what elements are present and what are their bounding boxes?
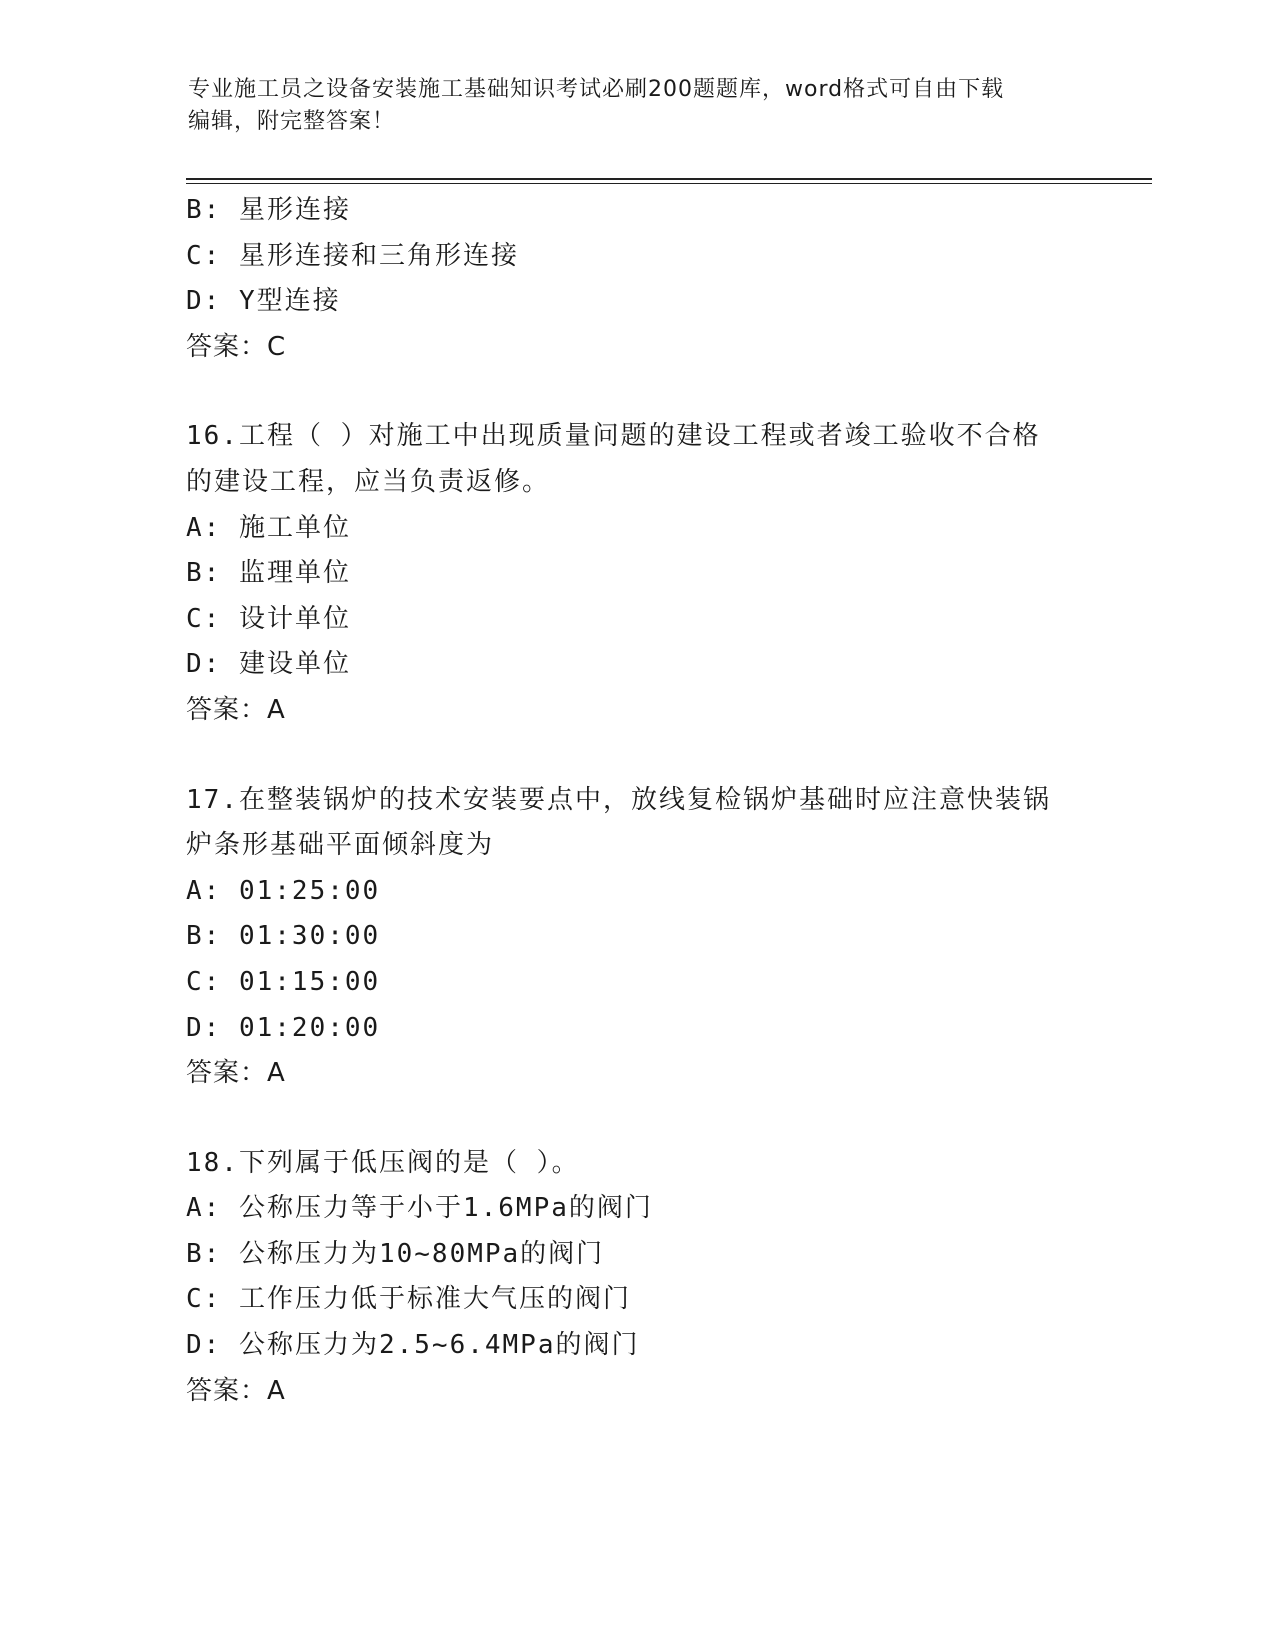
question-text-line: 16.工程（ ）对施工中出现质量问题的建设工程或者竣工验收不合格 xyxy=(186,421,1041,452)
option-c: C: 01:15:00 xyxy=(186,966,381,997)
question-17 xyxy=(186,778,1086,1097)
header-title-line-1: 专业施工员之设备安装施工基础知识考试必刷200题题库，word格式可自由下载 xyxy=(188,77,1005,102)
option-a: A: 公称压力等于小于1.6MPa的阀门 xyxy=(186,1193,653,1224)
document-body xyxy=(186,188,1086,1414)
question-text-line: 17.在整装锅炉的技术安装要点中，放线复检锅炉基础时应注意快装锅 xyxy=(186,784,1051,815)
option-d: D: Y型连接 xyxy=(186,286,341,317)
option-b: B: 01:30:00 xyxy=(186,921,381,952)
option-a: A: 施工单位 xyxy=(186,512,351,543)
option-b: B: 公称压力为10~80MPa的阀门 xyxy=(186,1238,605,1269)
question-text xyxy=(186,778,1086,869)
option-b: B: 监理单位 xyxy=(186,558,351,589)
document-header xyxy=(188,74,1088,138)
question-text-line: 18.下列属于低压阀的是（ ）。 xyxy=(186,1147,580,1178)
question-text xyxy=(186,414,1086,505)
header-title-line-2: 编辑，附完整答案！ xyxy=(188,109,396,134)
question-text xyxy=(186,1141,1086,1187)
option-b: B: 星形连接 xyxy=(186,195,351,225)
option-d: D: 建设单位 xyxy=(186,649,351,680)
option-c: C: 工作压力低于标准大气压的阀门 xyxy=(186,1284,631,1315)
question-18 xyxy=(186,1141,1086,1415)
answer-line: 答案：A xyxy=(186,1375,286,1406)
answer-line: 答案：A xyxy=(186,1058,286,1089)
option-a: A: 01:25:00 xyxy=(186,875,381,906)
question-16 xyxy=(186,414,1086,733)
question-text-line: 的建设工程，应当负责返修。 xyxy=(186,466,551,497)
answer-line: 答案：A xyxy=(186,694,286,725)
question-text-line: 炉条形基础平面倾斜度为 xyxy=(186,830,495,861)
option-c: C: 星形连接和三角形连接 xyxy=(186,240,519,271)
option-d: D: 公称压力为2.5~6.4MPa的阀门 xyxy=(186,1330,640,1361)
option-c: C: 设计单位 xyxy=(186,603,351,634)
option-d: D: 01:20:00 xyxy=(186,1012,381,1043)
carryover-question xyxy=(186,188,1086,370)
header-divider xyxy=(186,178,1152,180)
answer-line: 答案：C xyxy=(186,331,287,362)
